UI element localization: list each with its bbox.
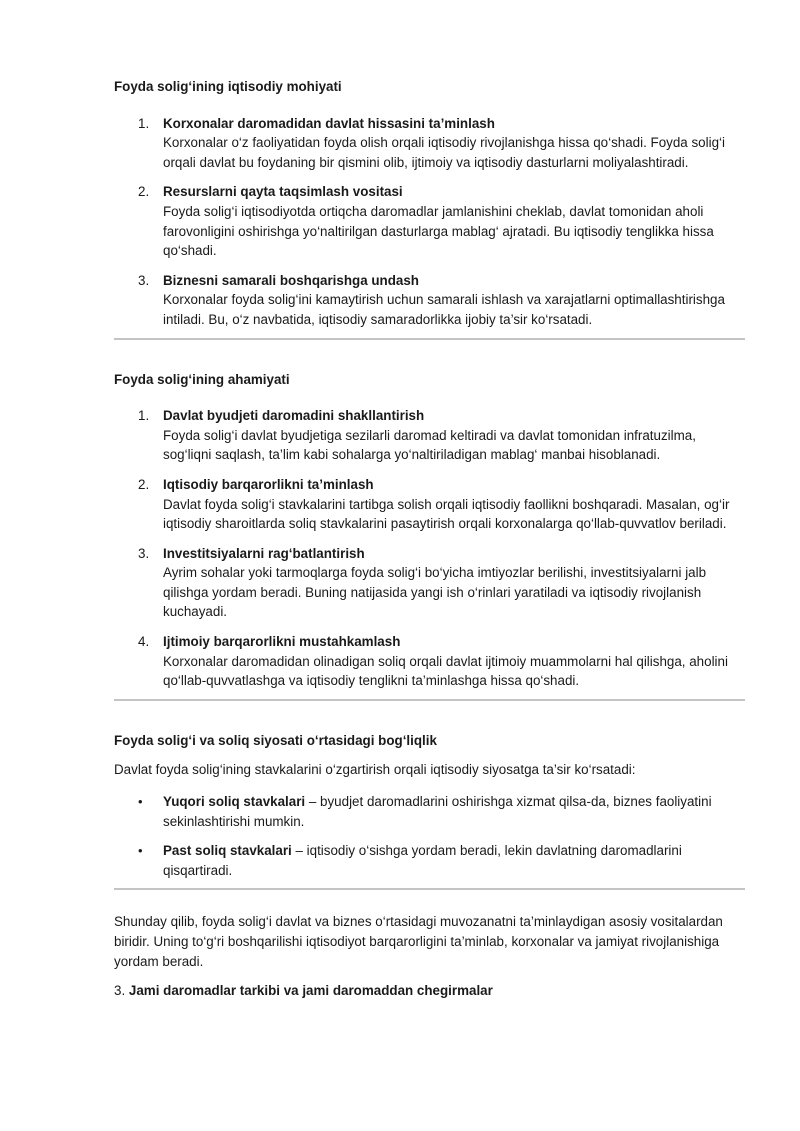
item-body: Davlat foyda solig‘i stavkalarini tartibga solish orqali iqtisodiy faollikni boshqaradi. Masalan, og‘ir iqtisodiy sharoitlarda soliq stavkalarini pasaytirish orqali korxonalarga qo‘llab-quvvatlov beriladi. xyxy=(163,496,730,532)
bullet-item xyxy=(114,792,744,831)
bullet-marker: • xyxy=(138,843,143,859)
next-section-heading xyxy=(114,981,744,1001)
section-divider xyxy=(114,888,745,890)
list-number: 1. xyxy=(138,408,150,424)
item-body: Korxonalar o‘z faoliyatidan foyda olish orqali iqtisodiy rivojlanishga hissa qo‘shadi. Foyda solig‘i orqali davlat bu foydaning bir qismini olib, ijtimoiy va iqtisodiy dasturlarni moliyalashtiradi. xyxy=(163,135,725,170)
bullet-text: – iqtisodiy o‘sishga yordam beradi, lekin davlatning daromadlarini qisqartiradi. xyxy=(163,843,682,878)
bullet-label: Yuqori soliq stavkalari xyxy=(163,794,306,810)
list-item xyxy=(114,544,744,622)
list-item xyxy=(114,475,744,534)
numbered-list xyxy=(114,406,744,691)
section-intro: Davlat foyda solig‘ining stavkalarini o‘zgartirish orqali iqtisodiy siyosatga ta’sir ko‘rsatadi: xyxy=(114,762,636,778)
list-item xyxy=(114,632,744,691)
bullet-text: – byudjet daromadlarini oshirishga xizmat qilsa-da, biznes faoliyatini sekinlashtirishi mumkin. xyxy=(163,794,712,829)
item-body: Foyda solig‘i iqtisodiyotda ortiqcha daromadlar jamlanishini cheklab, davlat tomonidan aholi farovonligini oshirishga yo‘naltirilgan dasturlarga mablag‘ ajratadi. Bu iqtisodiy tenglikka hissa qo‘shadi. xyxy=(163,203,714,259)
bullet-list xyxy=(114,792,744,880)
item-title: Resurslarni qayta taqsimlash vositasi xyxy=(163,184,403,200)
conclusion-paragraph: Shunday qilib, foyda solig‘i davlat va biznes o‘rtasidagi muvozanatni ta’minlaydigan asosiy vositalardan biridir. Uning to‘g‘ri boshqarilishi iqtisodiyot barqarorligini ta’minlab, korxonalar va jamiyat rivojlanishiga yordam beradi. xyxy=(114,914,723,969)
item-body: Korxonalar foyda solig‘ini kamaytirish uchun samarali ishlash va xarajatlarni optimallashtirishga intiladi. Bu, o‘z navbatida, iqtisodiy samaradorlikka ijobiy ta’sir ko‘rsatadi. xyxy=(163,292,725,327)
item-title: Korxonalar daromadidan davlat hissasini ta’minlash xyxy=(163,115,495,131)
list-number: 3. xyxy=(138,545,150,561)
section-divider xyxy=(114,338,745,340)
section-divider xyxy=(114,699,745,701)
list-item xyxy=(114,182,744,260)
item-body: Ayrim sohalar yoki tarmoqlarga foyda solig‘i bo‘yicha imtiyozlar berilishi, investitsiyalarni jalb qilishga yordam beradi. Buning natijasida yangi ish o‘rinlari yaratiladi va iqtisodiy rivojlanish kuchayadi. xyxy=(163,565,707,620)
item-title: Investitsiyalarni rag‘batlantirish xyxy=(163,545,365,561)
item-body: Korxonalar daromadidan olinadigan soliq orqali davlat ijtimoiy muammolarni hal qilishga, aholini qo‘llab-quvvatlashga va iqtisodiy tenglikni ta’minlashga hissa qo‘shadi. xyxy=(163,653,728,689)
next-section-number: 3. xyxy=(114,983,126,999)
section-heading: Foyda solig‘ining ahamiyati xyxy=(114,371,290,387)
item-title: Biznesni samarali boshqarishga undash xyxy=(163,272,419,288)
list-item xyxy=(114,114,744,173)
item-body: Foyda solig‘i davlat byudjetiga sezilarli daromad keltiradi va davlat tomonidan infratuzilma, sog‘liqni saqlash, ta’lim kabi sohalarga yo‘naltiriladigan mablag‘ manbai hisoblanadi. xyxy=(163,427,696,463)
bullet-label: Past soliq stavkalari xyxy=(163,843,292,859)
next-section-title: Jami daromadlar tarkibi va jami daromaddan chegirmalar xyxy=(128,983,493,999)
list-number: 1. xyxy=(138,115,150,131)
item-title: Davlat byudjeti daromadini shakllantirish xyxy=(163,408,425,424)
list-number: 2. xyxy=(138,184,150,200)
section-heading: Foyda solig‘i va soliq siyosati o‘rtasidagi bog‘liqlik xyxy=(114,732,437,748)
bullet-marker: • xyxy=(138,794,143,810)
list-number: 4. xyxy=(138,634,150,650)
list-item xyxy=(114,406,744,465)
item-title: Iqtisodiy barqarorlikni ta’minlash xyxy=(163,476,374,492)
list-number: 2. xyxy=(138,476,150,492)
section-heading: Foyda solig‘ining iqtisodiy mohiyati xyxy=(114,79,342,94)
list-number: 3. xyxy=(138,272,150,288)
list-item xyxy=(114,271,744,330)
numbered-list xyxy=(114,114,744,330)
bullet-item xyxy=(114,841,744,880)
item-title: Ijtimoiy barqarorlikni mustahkamlash xyxy=(163,634,401,650)
